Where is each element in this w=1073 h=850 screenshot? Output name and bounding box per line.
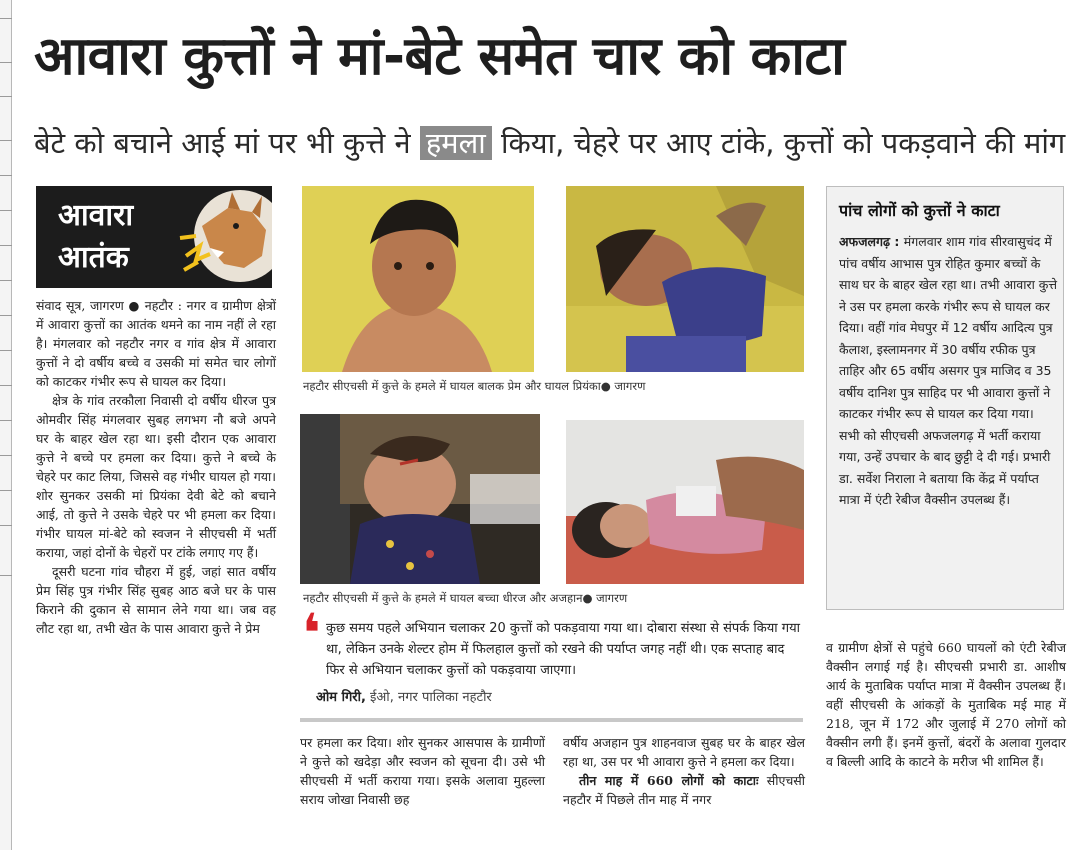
dateline: संवाद सूत्र, जागरण ● नहटौर :	[36, 298, 187, 313]
photo-injured-child-azhan	[566, 420, 804, 584]
article-column-3-text: वर्षीय अजहान पुत्र शाहनवाज सुबह घर के बाहर खेल रहा था, उस पर भी आवारा कुत्ते ने हमला कर दिया।	[563, 735, 805, 769]
pull-quote	[302, 602, 802, 712]
article-paragraph-1: संवाद सूत्र, जागरण ● नहटौर : नगर व ग्रामीण क्षेत्रों में आवारा कुत्तों का आतंक थमने का नाम नहीं ले रहा है। मंगलवार को नहटौर नगर व गांव क्षेत्र में आवारा कुत्तों ने दो वर्षीय बच्चे व उसकी मां समेत चार लोगों को काटकर गंभीर रूप से घायल कर दिया।	[36, 298, 276, 389]
photo-injured-child-dheeraj	[300, 414, 540, 584]
logo-line-2: आतंक	[58, 240, 129, 275]
subheadline-text-before: बेटे को बचाने आई मां पर भी कुत्ते ने	[34, 126, 420, 160]
subheadline	[34, 121, 1064, 165]
article-column-2	[300, 733, 545, 809]
quote-author-title: ईओ, नगर पालिका नहटौर	[365, 690, 492, 705]
sidebar-title: पांच लोगों को कुत्तों ने काटा	[839, 201, 1000, 220]
photo-injured-boy	[302, 186, 534, 372]
sidebar-dateline: अफजलगढ़ :	[839, 234, 904, 249]
photo-caption-top: नहटौर सीएचसी में कुत्ते के हमले में घायल बालक प्रेम और घायल प्रियंका● जागरण	[303, 379, 646, 393]
article-column-1	[36, 296, 276, 638]
subheadline-text-after: किया, चेहरे पर आए टांके, कुत्तों को पकड़वाने की मांग	[491, 126, 1066, 160]
sidebar-body	[839, 231, 1057, 511]
headline: आवारा कुत्तों ने मां-बेटे समेत चार को काटा	[34, 26, 845, 87]
photo-injured-woman	[566, 186, 804, 372]
article-column-3-paragraph-2: तीन माह में 660 लोगों को काटाः सीएचसी नहटौर में पिछले तीन माह में नगर	[563, 773, 805, 807]
snarling-dog-icon	[166, 186, 272, 288]
article-column-2-text: पर हमला कर दिया। शोर सुनकर आसपास के ग्रामीणों ने कुत्ते को खदेड़ा और स्वजन को सूचना दी। उसे भी सीएचसी में भर्ती कराया गया। इसके अलावा मुहल्ला सराय जोखा निवासी छह	[300, 735, 545, 807]
sidebar-box	[826, 186, 1064, 610]
article-paragraph-3: दूसरी घटना गांव चौहरा में हुई, जहां सात वर्षीय प्रेम सिंह पुत्र गंभीर सिंह सुबह आठ बजे घर के पास किराने की दुकान से सामान लेने गया था। जब वह लौट रहा था, तभी खेत के पास आवारा कुत्ते ने प्रेम	[36, 564, 276, 636]
article-column-4	[826, 638, 1066, 771]
page-edge-strip	[0, 0, 12, 850]
subheadline-highlight: हमला	[420, 126, 492, 160]
quote-author-name: ओम गिरी,	[316, 690, 366, 705]
quote-mark-icon: ❛	[302, 602, 321, 665]
article-column-4-text: व ग्रामीण क्षेत्रों से पहुंचे 660 घायलों को एंटी रेबीज वैक्सीन लगाई गई है। सीएचसी प्रभारी डा. आशीष आर्य के मुताबिक पर्याप्त मात्रा में वैक्सीन उपलब्ध हैं। वहीं सीएचसी के आंकड़ों के मुताबिक मई माह में 218, जून में 172 और जुलाई में 270 लोगों को वैक्सीन लगी हैं। इनमें कुत्तों, बंदरों के अलावा गुलदार व बिल्ली आदि के काटने के मरीज भी शामिल हैं।	[826, 640, 1066, 769]
quote-text: कुछ समय पहले अभियान चलाकर 20 कुत्तों को पकड़वाया गया था। दोबारा संस्था से संपर्क किया गया था, लेकिन उनके शेल्टर होम में फिलहाल कुत्तों को रखने की पर्याप्त जगह नहीं थी। एक सप्ताह बाद फिर से अभियान चलाकर कुत्तों को पकड़वाया जाएगा।	[326, 621, 801, 678]
logo-line-1: आवारा	[58, 198, 134, 233]
divider-rule	[300, 718, 803, 722]
article-paragraph-2: क्षेत्र के गांव तरकौला निवासी दो वर्षीय धीरज पुत्र ओमवीर सिंह मंगलवार सुबह लगभग नौ बजे अपने घर के बाहर खेल रहा था। इसी दौरान एक आवारा कुत्ते ने बच्चे पर हमला कर दिया। कुत्ते ने बच्चे के चेहरे पर काट लिया, जिससे वह गंभीर घायल हो गया। शोर सुनकर उसकी मां प्रियंका देवी बेटे को बचाने आई, तो कुत्ते ने उसके चेहरे पर भी हमला कर दिया। गंभीर घायल मां-बेटे को स्वजन ने सीएचसी में भर्ती कराया, जहां दोनों के चेहरों पर टांके लगाए गए हैं।	[36, 393, 276, 560]
quote-author	[316, 688, 492, 708]
article-column-3	[563, 733, 805, 809]
section-logo	[36, 186, 272, 288]
sidebar-text: मंगलवार शाम गांव सीरवासुचंद में पांच वर्षीय आभास पुत्र रोहित कुमार बच्चों के साथ घर के बाहर खेल रहा था। तभी आवारा कुत्ते ने उस पर हमला करके गंभीर रूप से घायल कर दिया। वहीं गांव मेघपुर में 12 वर्षीय आदित्य पुत्र कैलाश, इस्लामनगर में 30 वर्षीय रफीक पुत्र ताहिर और 65 वर्षीय असगर पुत्र माजिद व 35 वर्षीय दानिश पुत्र साहिद पर भी आवारा कुत्तों ने काटकर गंभीर रूप से घायल कर दिया गया। सभी को सीएचसी अफजलगढ़ में भर्ती कराया गया, उन्हें उपचार के बाद छुट्टी दे दी गई। प्रभारी डा. सर्वेश निराला ने बताया कि केंद्र में पर्याप्त मात्रा में एंटी रेबीज वैक्सीन उपलब्ध हैं।	[839, 234, 1058, 507]
section-subheading: तीन माह में 660 लोगों को काटाः	[579, 773, 759, 788]
photo-caption-bottom: नहटौर सीएचसी में कुत्ते के हमले में घायल बच्चा धीरज और अजहान● जागरण	[303, 591, 628, 605]
